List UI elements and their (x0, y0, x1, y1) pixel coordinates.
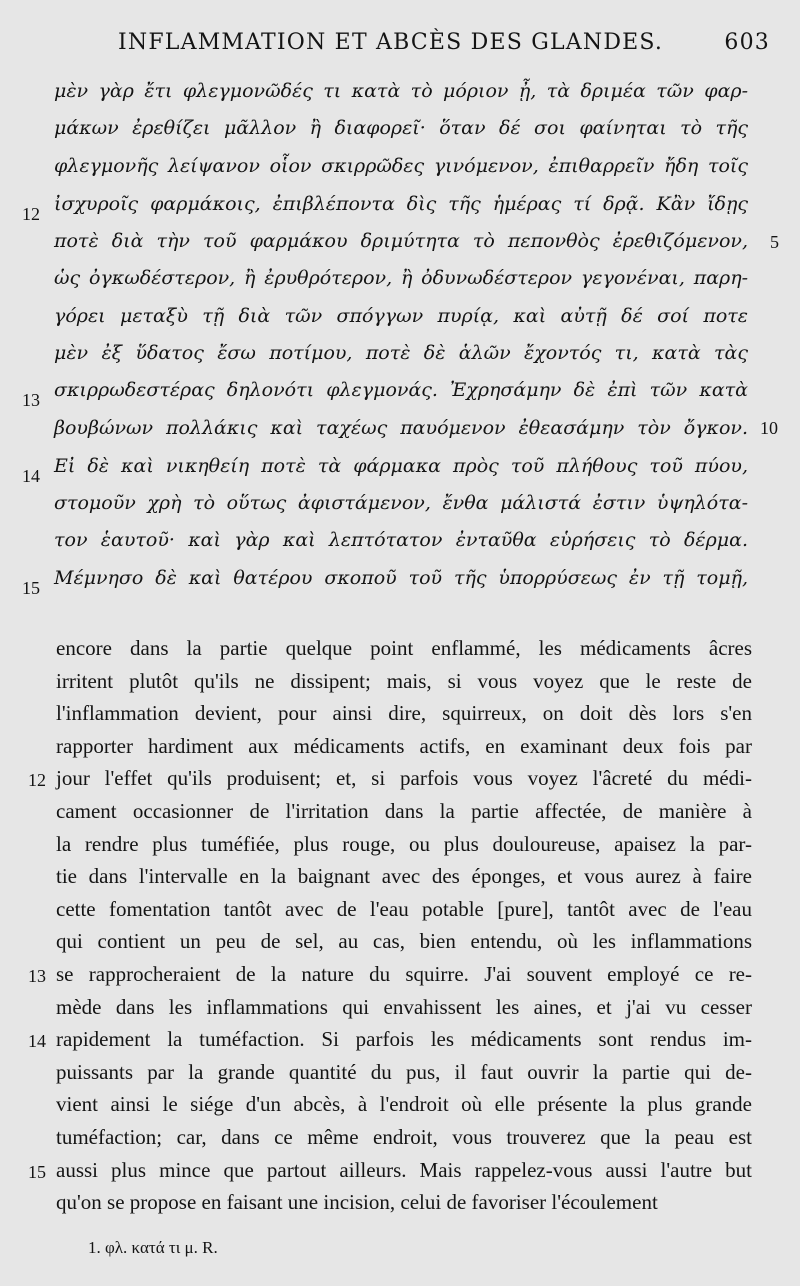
french-line: aussi plus mince que partout ailleurs. Mais rappelez-vous aussi l'autre but (56, 1157, 752, 1182)
french-line: rapidement la tuméfaction. Si parfois les médicaments sont rendus im- (56, 1027, 752, 1052)
french-line: se rapprocheraient de la nature du squirre. J'ai souvent employé ce re- (56, 962, 752, 986)
page-number: 603 (724, 30, 770, 55)
french-line: cament occasionner de l'irritation dans la partie affectée, de manière à (56, 799, 752, 823)
greek-line: μάκων ἐρεθίζει μᾶλλον ἢ διαφορεῖ· ὅταν δέ σοι φαίνηται τὸ τῆς (54, 117, 748, 139)
greek-line: βουβώνων πολλάκις καὶ ταχέως παυόμενον ἐθεασάμην τὸν ὄγκον. (54, 417, 748, 439)
greek-line: γόρει μεταξὺ τῇ διὰ τῶν σπόγγων πυρίᾳ, καὶ αὐτῇ δέ σοί ποτε (54, 305, 748, 327)
margin-line-number: 10 (760, 418, 778, 438)
french-line: irritent plutôt qu'ils ne dissipent; mais, si vous voyez que le reste de (56, 668, 752, 693)
greek-line: Εἰ δὲ καὶ νικηθείη ποτὲ τὰ φάρμακα πρὸς τοῦ πλήθους τοῦ πύου, (54, 455, 748, 477)
running-header (118, 30, 770, 55)
margin-section-number: 14 (22, 466, 40, 486)
margin-section-number: 15 (28, 1161, 46, 1182)
greek-line: μὲν γὰρ ἔτι φλεγμονῶδές τι κατὰ τὸ μόριον ᾖ, τὰ δριμέα τῶν φαρ- (54, 80, 748, 102)
greek-line: Μέμνησο δὲ καὶ θατέρου σκοποῦ τοῦ τῆς ὑπορρύσεως ἐν τῇ τομῇ, (54, 567, 748, 589)
french-line: jour l'effet qu'ils produisent; et, si parfois vous voyez l'âcreté du médi- (56, 766, 752, 791)
margin-line-number: 5 (770, 232, 779, 252)
french-line: l'inflammation devient, pour ainsi dire, squirreux, on doit dès lors s'en (56, 701, 752, 726)
french-line: encore dans la partie quelque point enflammé, les médicaments âcres (56, 636, 752, 660)
french-line: la rendre plus tuméfiée, plus rouge, ou plus douloureuse, apaisez la par- (56, 831, 752, 856)
greek-line: μὲν ἐξ ὕδατος ἔσω ποτίμου, ποτὲ δὲ ἁλῶν ἔχοντός τι, κατὰ τὰς (54, 342, 748, 364)
french-line: mède dans les inflammations qui envahissent les aines, et j'ai vu cesser (56, 994, 752, 1019)
greek-line: τον ἑαυτοῦ· καὶ γὰρ καὶ λεπτότατον ἐνταῦθα εὑρήσεις τὸ δέρμα. (54, 529, 748, 551)
margin-section-number: 13 (22, 390, 40, 410)
margin-section-number: 12 (22, 204, 40, 224)
margin-section-number: 15 (22, 578, 40, 598)
french-line: tie dans l'intervalle en la baignant avec des éponges, et vous aurez à faire (56, 864, 752, 889)
running-title: INFLAMMATION ET ABCÈS DES GLANDES. (118, 30, 664, 55)
greek-line: φλεγμονῆς λείψανον οἷον σκιρρῶδες γινόμενον, ἐπιθαρρεῖν ἤδη τοῖς (54, 155, 748, 177)
greek-line: σκιρρωδεστέρας δηλονότι φλεγμονάς. Ἐχρησάμην δὲ ἐπὶ τῶν κατὰ (54, 379, 748, 401)
french-line: puissants par la grande quantité du pus, il faut ouvrir la partie qui de- (56, 1059, 752, 1084)
french-line: rapporter hardiment aux médicaments actifs, en examinant deux fois par (56, 733, 752, 758)
greek-line: ποτὲ διὰ τὴν τοῦ φαρμάκου δριμύτητα τὸ πεπονθὸς ἐρεθιζόμενον, (54, 230, 748, 252)
margin-section-number: 12 (28, 770, 46, 791)
margin-section-number: 13 (28, 966, 46, 986)
french-line: qu'on se propose en faisant une incision, celui de favoriser l'écoulement (56, 1190, 658, 1215)
footnote: 1. φλ. κατά τι μ. R. (88, 1238, 218, 1257)
french-line: vient ainsi le siége d'un abcès, à l'endroit où elle présente la plus grande (56, 1092, 752, 1117)
greek-line: ἰσχυροῖς φαρμάκοις, ἐπιβλέποντα δὶς τῆς ἡμέρας τί δρᾷ. Κἂν ἴδῃς (54, 193, 748, 215)
greek-line: ὡς ὀγκωδέστερον, ἢ ἐρυθρότερον, ἢ ὀδυνωδέστερον γεγονέναι, παρη- (54, 267, 748, 289)
greek-line: στομοῦν χρὴ τὸ οὕτως ἀφιστάμενον, ἔνθα μάλιστά ἐστιν ὑψηλότα- (54, 492, 748, 514)
french-line: cette fomentation tantôt avec de l'eau potable [pure], tantôt avec de l'eau (56, 896, 752, 921)
french-line: qui contient un peu de sel, au cas, bien entendu, où les inflammations (56, 929, 752, 954)
french-line: tuméfaction; car, dans ce même endroit, vous trouverez que la peau est (56, 1125, 752, 1149)
margin-section-number: 14 (28, 1031, 46, 1052)
